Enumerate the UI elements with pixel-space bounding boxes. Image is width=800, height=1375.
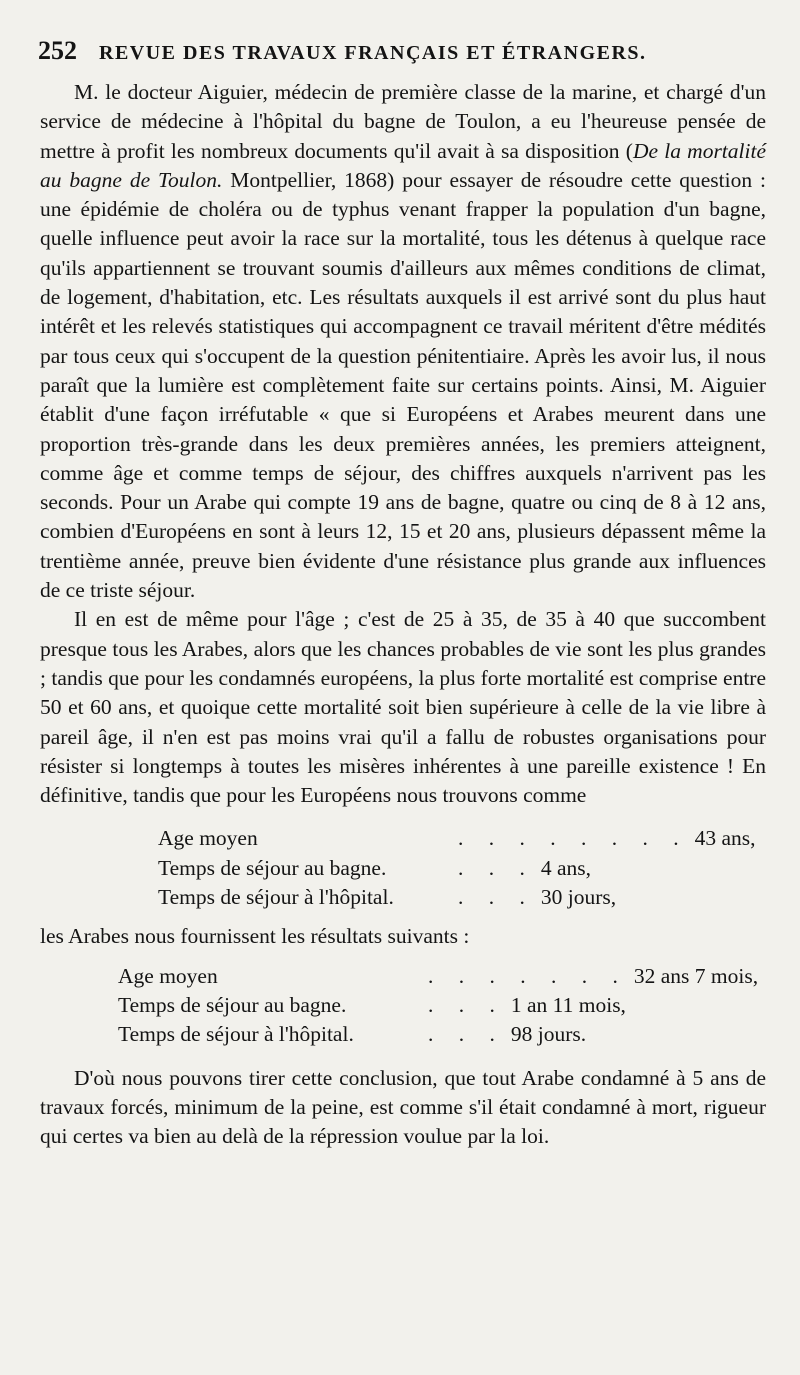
page-header	[38, 36, 778, 66]
table-row	[40, 854, 766, 883]
row-label: Age moyen	[158, 826, 258, 851]
leader-dots: . . . . . . .	[428, 963, 628, 988]
leader-dots: . . .	[458, 855, 535, 880]
row-label: Temps de séjour au bagne.	[158, 855, 387, 880]
paragraph-text: Montpellier, 1868) pour essayer de résoudre cette question : une épidémie de choléra ou de typhus venant frapper la population d'un bagne, quelle influence peut avoir la race sur la mortalité, tous les détenus à quelque race qu'ils appartiennent se trouvant soumis d'ailleurs aux mêmes conditions de climat, de logement, d'habitation, etc. Les résultats auxquels il est arrivé sont du plus haut intérêt et les relevés statistiques qui accompagnent ce travail méritent d'être médités par tous ceux qui s'occupent de la question pénitentiaire. Après les avoir lus, il nous paraît que la lumière est complètement faite sur certains points. Ainsi, M. Aiguier établit d'une façon irréfutable « que si Européens et Arabes meurent dans une proportion très-grande dans les deux premières années, les premiers atteignent, comme âge et comme temps de séjour, des chiffres auxquels n'arrivent pas les seconds. Pour un Arabe qui compte 19 ans de bagne, quatre ou cinq de 8 à 12 ans, combien d'Européens en sont à leurs 12, 15 et 20 ans, plusieurs dépassent même la trentième année, preuve bien évidente d'une résistance plus grande aux influences de ce triste séjour.	[40, 167, 766, 603]
row-label: Temps de séjour à l'hôpital.	[158, 885, 394, 910]
table-row	[40, 1020, 766, 1049]
paragraph-conclusion: D'où nous pouvons tirer cette conclusion, que tout Arabe condamné à 5 ans de travaux forcés, minimum de la peine, est comme s'il était condamné à mort, rigueur qui certes va bien au delà de la répression voulue par la loi.	[40, 1065, 766, 1149]
transition-line: les Arabes nous fournissent les résultats suivants :	[40, 924, 470, 949]
row-label: Temps de séjour au bagne.	[118, 992, 347, 1017]
row-value: 4 ans,	[540, 855, 592, 880]
paragraph-text: M. le docteur Aiguier, médecin de première classe de la marine, et chargé d'un service de médecine à l'hôpital du bagne de Toulon, a eu l'heureuse pensée de mettre à profit les nombreux documents qu'il avait à sa disposition (	[40, 80, 766, 163]
row-value: 30 jours,	[540, 885, 617, 910]
leader-dots: . . .	[428, 992, 505, 1017]
table-row	[40, 883, 766, 912]
row-label: Temps de séjour à l'hôpital.	[118, 1022, 354, 1047]
page-number: 252	[38, 36, 77, 65]
row-label: Age moyen	[118, 963, 218, 988]
table-arabes	[40, 962, 766, 1050]
table-row	[40, 991, 766, 1020]
leader-dots: . . .	[428, 1022, 505, 1047]
leader-dots: . . . . . . . .	[458, 826, 689, 851]
cited-work-title: De la mortalité au bagne de Toulon.	[40, 138, 766, 192]
leader-dots: . . .	[458, 885, 535, 910]
page-body	[40, 78, 766, 1151]
row-value: 98 jours.	[510, 1022, 587, 1047]
paragraph-age: Il en est de même pour l'âge ; c'est de 25 à 35, de 35 à 40 que succombent presque tous les Arabes, alors que les chances probables de vie sont les plus grandes ; tandis que pour les condamnés européens, la plus forte mortalité est comprise entre 50 et 60 ans, et quoique cette mortalité soit bien supérieure à celle de la vie libre à pareil âge, il n'en est pas moins vrai qu'il a fallu de robustes organisations pour résister si longtemps à toutes les misères inhérentes à une pareille existence ! En définitive, tandis que pour les Européens nous trouvons comme	[40, 607, 767, 808]
row-value: 32 ans 7 mois,	[633, 963, 759, 988]
table-row	[40, 824, 766, 853]
paragraph-aiguier	[40, 78, 766, 605]
row-value: 43 ans,	[694, 826, 756, 851]
table-row	[40, 962, 766, 991]
running-title: REVUE DES TRAVAUX FRANÇAIS ET ÉTRANGERS.	[99, 42, 647, 64]
table-europeens	[40, 824, 766, 912]
row-value: 1 an 11 mois,	[510, 992, 626, 1017]
